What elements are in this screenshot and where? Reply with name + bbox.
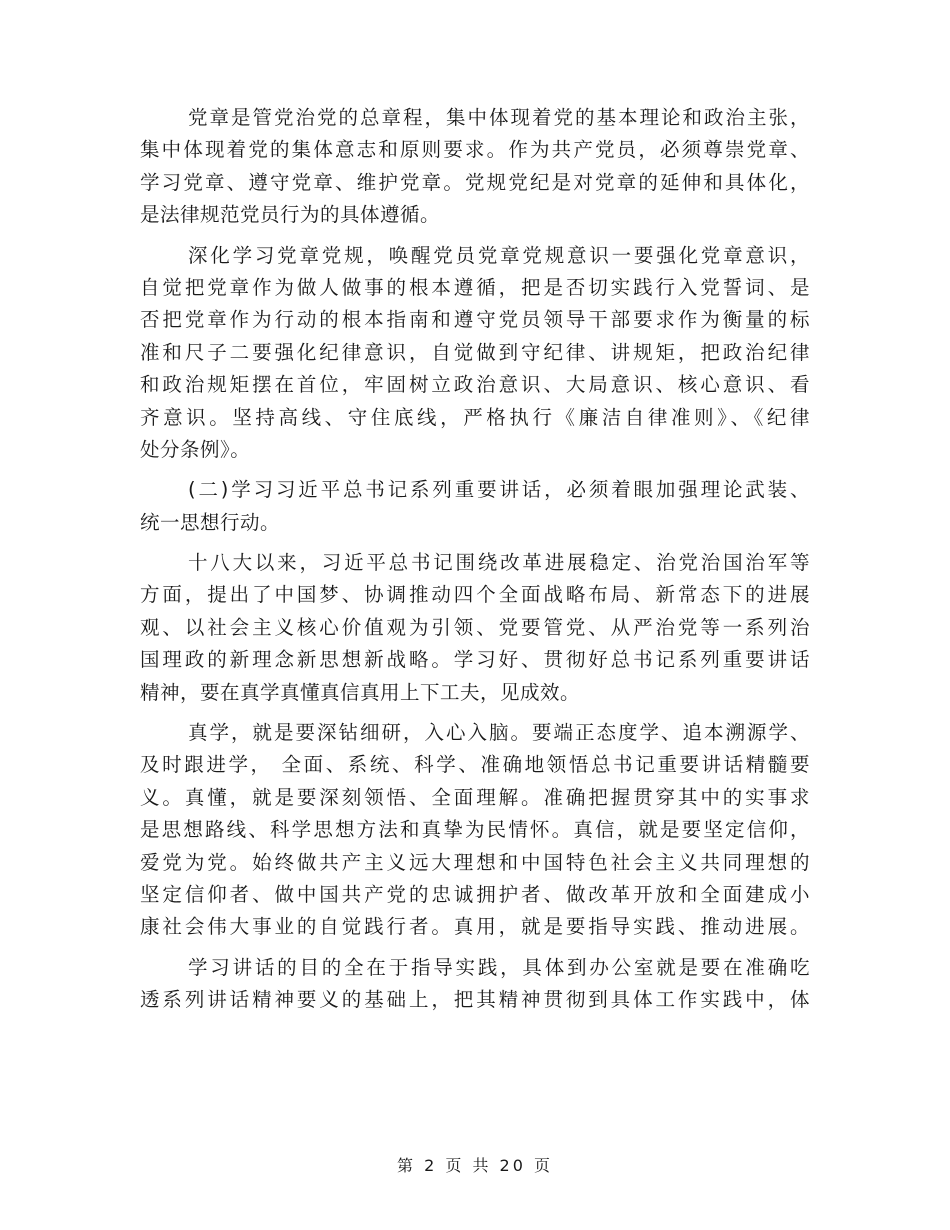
- document-body: [140, 102, 810, 1025]
- page-number-footer: 第 2 页 共 20 页: [397, 1156, 553, 1175]
- section-heading: [140, 474, 810, 539]
- text-line: 康社会伟大事业的自觉践行者。真用，就是要指导实践、推动进展。: [140, 915, 810, 939]
- text-line: 国理政的新理念新思想新战略。学习好、贯彻好总书记系列重要讲话: [140, 648, 810, 672]
- text-line: 义。真懂，就是要深刻领悟、全面理解。准确把握贯穿其中的实事求: [140, 785, 810, 809]
- text-line: 学习党章、遵守党章、维护党章。党规党纪是对党章的延伸和具体化，: [140, 170, 810, 194]
- text-line: 深化学习党章党规，唤醒党员党章党规意识一要强化党章意识，: [188, 243, 810, 267]
- text-line: 十八大以来，习近平总书记围绕改革进展稳定、治党治国治军等: [188, 551, 810, 575]
- paragraph-5: [140, 952, 810, 1017]
- text-line: 准和尺子二要强化纪律意识，自觉做到守纪律、讲规矩，把政治纪律: [140, 340, 810, 364]
- text-line: 和政治规矩摆在首位，牢固树立政治意识、大局意识、核心意识、看: [140, 373, 810, 397]
- text-line: 党章是管党治党的总章程，集中体现着党的基本理论和政治主张，: [188, 106, 810, 129]
- paragraph-4: [140, 717, 810, 944]
- paragraph-1: [140, 102, 810, 232]
- text-line: 自觉把党章作为做人做事的根本遵循，把是否切实践行入党誓词、是: [140, 275, 810, 299]
- text-line: 透系列讲话精神要义的基础上，把其精神贯彻到具体工作实践中，体: [140, 988, 810, 1012]
- text-line: 否把党章作为行动的根本指南和遵守党员领导干部要求作为衡量的标: [140, 308, 810, 332]
- paragraph-3: [140, 547, 810, 709]
- text-line: 齐意识。坚持高线、守住底线，严格执行《廉洁自律准则》、《纪律: [140, 405, 810, 429]
- text-line: (二)学习习近平总书记系列重要讲话，必须着眼加强理论武装、: [188, 478, 810, 502]
- text-line: 统一思想行动。: [140, 510, 281, 534]
- text-line: 观、以社会主义核心价值观为引领、党要管党、从严治党等一系列治: [140, 615, 810, 639]
- text-line: 集中体现着党的集体意志和原则要求。作为共产党员，必须尊崇党章、: [140, 138, 810, 162]
- text-line: 及时跟进学， 全面、系统、科学、准确地领悟总书记重要讲话精髓要: [140, 753, 810, 777]
- text-line: 学习讲话的目的全在于指导实践，具体到办公室就是要在准确吃: [188, 955, 810, 979]
- text-line: 真学，就是要深钻细研，入心入脑。要端正态度学、追本溯源学、: [188, 721, 810, 745]
- text-line: 爱党为党。始终做共产主义远大理想和中国特色社会主义共同理想的: [140, 850, 810, 874]
- paragraph-2: [140, 240, 810, 467]
- text-line: 精神，要在真学真懂真信真用上下工夫，见成效。: [140, 680, 581, 704]
- text-line: 是思想路线、科学思想方法和真挚为民情怀。真信，就是要坚定信仰，: [140, 818, 810, 842]
- text-line: 坚定信仰者、做中国共产党的忠诚拥护者、做改革开放和全面建成小: [140, 882, 810, 906]
- text-line: 方面，提出了中国梦、协调推动四个全面战略布局、新常态下的进展: [140, 583, 810, 607]
- text-line: 是法律规范党员行为的具体遵循。: [140, 203, 441, 227]
- text-line: 处分条例》。: [140, 437, 251, 461]
